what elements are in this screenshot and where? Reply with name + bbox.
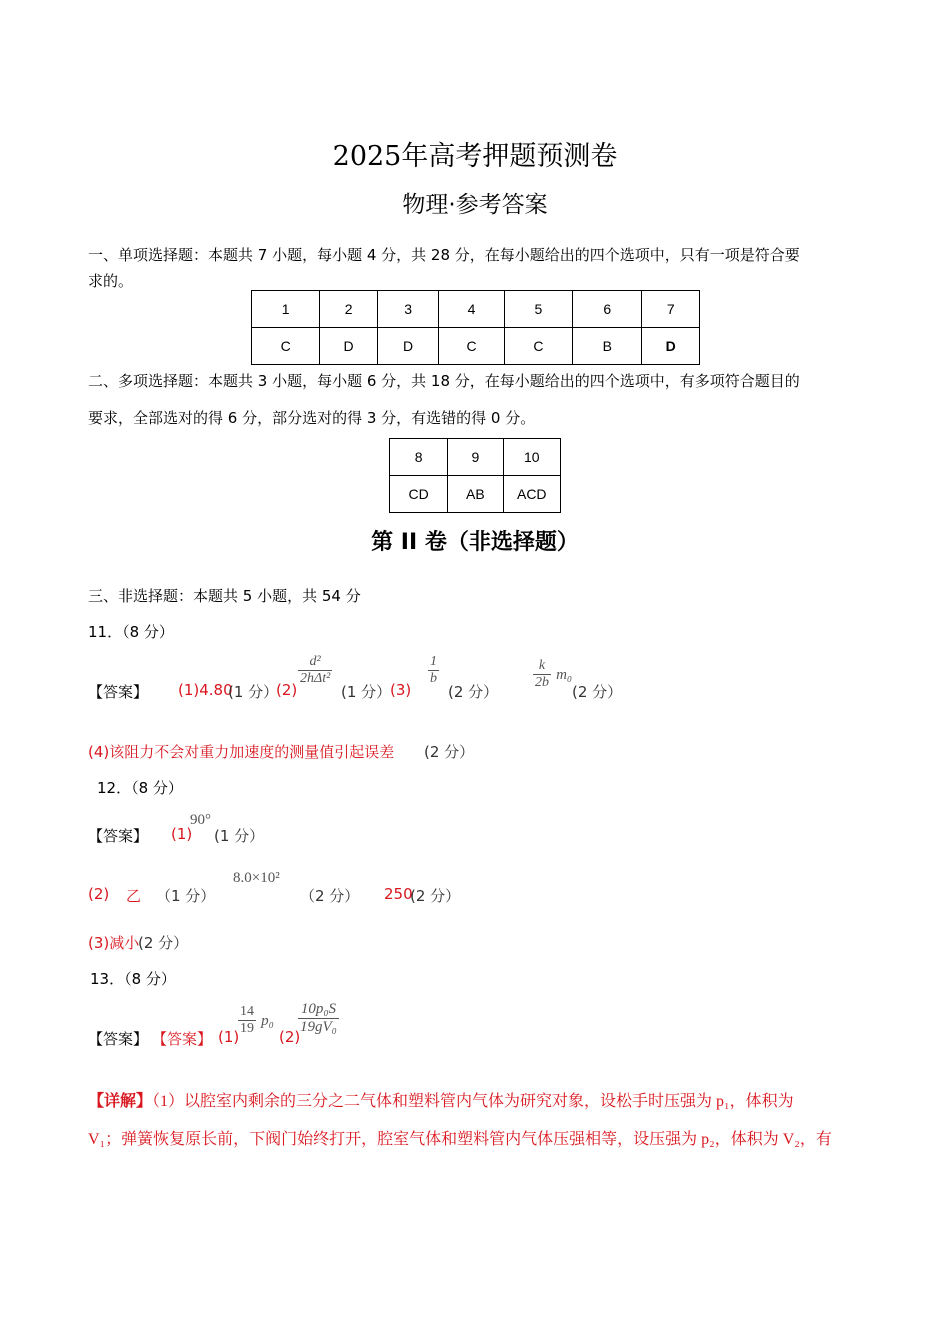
q11-part1-score: (1 分） bbox=[228, 683, 279, 701]
table-cell: B bbox=[573, 328, 642, 365]
q11-part1-answer: (1)4.80 bbox=[178, 681, 233, 699]
q12-part2-label: (2) bbox=[88, 885, 110, 903]
q13-detail-line1-wrap bbox=[88, 1088, 794, 1111]
q13-answer-label: 【答案】 bbox=[88, 1030, 149, 1048]
table-cell: 8 bbox=[390, 439, 448, 476]
q13-detail-label: 【详解】 bbox=[88, 1093, 153, 1110]
page-title: 2025年高考押题预测卷 bbox=[332, 141, 618, 172]
q13-detail-line1: （1）以腔室内剩余的三分之二气体和塑料管内气体为研究对象，设松手时压强为 p₁，体积为 bbox=[152, 1093, 794, 1110]
q13-answer-label-red: 【答案】 bbox=[152, 1030, 213, 1048]
q13-part2-fraction bbox=[298, 1001, 339, 1036]
q12-part3-answer: (3)减小 bbox=[88, 934, 140, 952]
q13-heading: 13．（8 分） bbox=[90, 970, 176, 988]
section-title: 第 II 卷（非选择题） bbox=[371, 530, 579, 555]
table-cell: C bbox=[504, 328, 572, 365]
part1-instruction-line1: 一、单项选择题：本题共 7 小题，每小题 4 分，共 28 分，在每小题给出的四个选项中，只有一项是符合要 bbox=[88, 246, 800, 264]
fraction-numerator: 1 bbox=[430, 654, 437, 669]
table-cell: D bbox=[377, 328, 438, 365]
q12-part1-label: (1) bbox=[171, 825, 193, 843]
q12-part2c-value: 250 bbox=[384, 885, 413, 903]
fraction-denominator: 19 bbox=[240, 1021, 254, 1036]
q11-answer-label: 【答案】 bbox=[88, 683, 149, 701]
q13-detail-line2: V₁；弹簧恢复原长前，下阀门始终打开，腔室气体和塑料管内气体压强相等，设压强为 p₂，体积为 V₂，有 bbox=[88, 1131, 832, 1148]
part2-answer-table bbox=[389, 438, 561, 513]
q12-part2b-value: 8.0×10² bbox=[233, 870, 280, 886]
q12-part2-score: （1 分） bbox=[156, 887, 216, 905]
q11-part3-score: (2 分） bbox=[448, 683, 499, 701]
q13-part2-label: (2) bbox=[279, 1028, 301, 1046]
fraction-numerator: 10p₀S bbox=[300, 1001, 337, 1017]
page-subtitle: 物理·参考答案 bbox=[402, 192, 548, 218]
table-cell: AB bbox=[448, 476, 503, 513]
q12-answer-label: 【答案】 bbox=[88, 827, 149, 845]
table-cell: 6 bbox=[573, 291, 642, 328]
fraction-denominator: 2b bbox=[535, 675, 549, 690]
table-cell: D bbox=[320, 328, 377, 365]
fraction-denominator: 19gV₀ bbox=[300, 1019, 337, 1035]
q11-part4-tail: m₀ bbox=[556, 667, 573, 683]
q12-heading: 12．（8 分） bbox=[97, 779, 183, 797]
fraction-numerator: k bbox=[538, 658, 546, 673]
q11-heading: 11．（8 分） bbox=[88, 623, 174, 641]
table-cell: C bbox=[439, 328, 504, 365]
q11-part4-statement-score: (2 分） bbox=[424, 743, 475, 761]
table-cell: 9 bbox=[448, 439, 503, 476]
q11-part3-label: (3) bbox=[390, 681, 412, 699]
part1-instruction-line2: 求的。 bbox=[88, 272, 134, 290]
table-cell: CD bbox=[390, 476, 448, 513]
q12-part3-score: (2 分） bbox=[138, 934, 189, 952]
fraction-denominator: 2hΔt² bbox=[300, 671, 331, 686]
q11-part4-statement: (4)该阻力不会对重力加速度的测量值引起误差 bbox=[88, 743, 395, 761]
part3-instruction: 三、非选择题：本题共 5 小题，共 54 分 bbox=[88, 587, 361, 605]
q11-part2-label: (2) bbox=[276, 681, 298, 699]
q12-part2c-score: (2 分） bbox=[410, 887, 461, 905]
q11-part2-score: (1 分） bbox=[341, 683, 392, 701]
q13-part1-tail: p₀ bbox=[261, 1013, 274, 1029]
part2-instruction-line1: 二、多项选择题：本题共 3 小题，每小题 6 分，共 18 分，在每小题给出的四个选项中，有多项符合题目的 bbox=[88, 372, 800, 390]
q11-part3-fraction bbox=[428, 654, 439, 687]
table-cell: 7 bbox=[642, 291, 700, 328]
q11-part2-fraction bbox=[298, 654, 332, 687]
table-cell: 3 bbox=[377, 291, 438, 328]
q11-part4-score: (2 分） bbox=[572, 683, 623, 701]
table-cell: 10 bbox=[503, 439, 560, 476]
table-cell: 4 bbox=[439, 291, 504, 328]
fraction-numerator: d² bbox=[309, 654, 321, 669]
table-cell: 1 bbox=[252, 291, 320, 328]
q12-part2-value: 乙 bbox=[126, 887, 142, 905]
q11-part4-fraction bbox=[533, 658, 572, 691]
q13-part1-label: (1) bbox=[218, 1028, 240, 1046]
table-cell: 2 bbox=[320, 291, 377, 328]
table-cell: ACD bbox=[503, 476, 560, 513]
fraction-denominator: b bbox=[430, 671, 437, 686]
q12-part2b-score: （2 分） bbox=[300, 887, 360, 905]
q12-part1-value: 90° bbox=[190, 812, 211, 828]
q13-part1-fraction bbox=[238, 1004, 274, 1037]
table-cell: 5 bbox=[504, 291, 572, 328]
part1-answer-table bbox=[251, 290, 700, 365]
table-cell: C bbox=[252, 328, 320, 365]
fraction-numerator: 14 bbox=[240, 1004, 254, 1019]
q12-part1-score: (1 分） bbox=[214, 827, 265, 845]
table-cell: D bbox=[642, 328, 700, 365]
part2-instruction-line2: 要求，全部选对的得 6 分，部分选对的得 3 分，有选错的得 0 分。 bbox=[88, 409, 536, 427]
